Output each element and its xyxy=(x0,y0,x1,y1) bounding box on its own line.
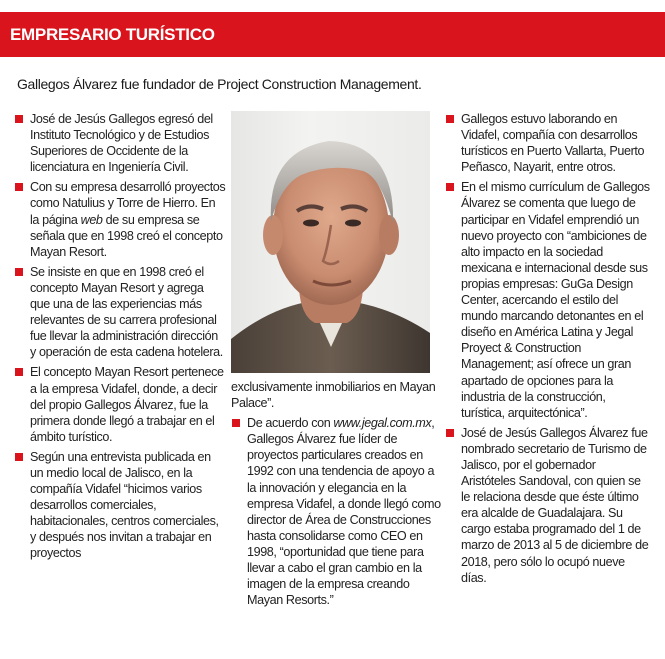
column-2 xyxy=(231,379,444,612)
bullet-square-icon xyxy=(446,183,454,191)
continuation-text: exclusivamente inmobiliarios en Mayan Palace”. xyxy=(231,380,436,411)
bullet-text-before: De acuerdo con xyxy=(247,416,334,431)
bullet-text: Se insiste en que en 1998 creó el concepto Mayan Resort y agrega que una de las experiencias más relevantes de su carrera profesional fue llevar la administración dirección y operación de esta cadena hotelera. xyxy=(30,264,223,360)
bullet-text: José de Jesús Gallegos Álvarez fue nombrado secretario de Turismo de Jalisco, por el gobernador Aristóteles Sandoval, con quien se le relaciona desde que éste último era alcalde de Guadalajara. Su cargo estaba programado del 1 de marzo de 2013 al 5 de diciembre de 2018, pero sólo lo ocupó nueve días. xyxy=(461,425,649,585)
bullet-square-icon xyxy=(15,115,23,123)
bullet-text: José de Jesús Gallegos egresó del Instituto Tecnológico y de Estudios Superiores de Occidente de la licenciatura en Ingeniería Civil. xyxy=(30,112,213,175)
portrait-photo xyxy=(231,111,430,373)
header-title: EMPRESARIO TURÍSTICO xyxy=(10,25,215,44)
bullet-text-italic: web xyxy=(80,212,103,227)
portrait-illustration xyxy=(231,111,430,373)
bullet-text: Según una entrevista publicada en un medio local de Jalisco, en la compañía Vidafel “hicimos varios desarrollos comerciales, habitacionales, centros comerciales, y después nos invitan a trabajar en proyectos xyxy=(30,449,219,561)
bullet-item xyxy=(14,179,226,259)
bullet-square-icon xyxy=(15,183,23,191)
bullet-item xyxy=(14,111,226,175)
bullet-item xyxy=(14,364,226,444)
bullet-square-icon xyxy=(15,368,23,376)
bullet-item xyxy=(445,425,651,586)
bullet-text: Gallegos estuvo laborando en Vidafel, compañía con desarrollos turísticos en Puerto Vallarta, Puerto Peñasco, Nayarit, entre otros. xyxy=(461,112,645,175)
bullet-item xyxy=(14,449,226,562)
bullet-text: En el mismo currículum de Gallegos Álvarez se comenta que luego de participar en Vidafel emprendió un nuevo proyecto con “ambiciones de alto impacto en la sociedad mexicana e internacional desde sus propias empresas: GuGa Design Center, acercando el estilo del mundo marcando detonantes en el diseño en América Latina y Jegal Proyect & Construction Management; así ofrece un gran apartado de opciones para la industria de la construcción, turística, arquitectónica”. xyxy=(461,180,650,420)
bullet-text: El concepto Mayan Resort pertenece a la empresa Vidafel, donde, a decir del propio Gallegos Álvarez, fue la primera donde llegó a trabajar en el ámbito turístico. xyxy=(30,365,224,444)
bullet-square-icon xyxy=(15,453,23,461)
bullet-square-icon xyxy=(15,268,23,276)
bullet-text-after: de su empresa se señala que en 1998 creó el concepto Mayan Resort. xyxy=(30,212,223,259)
subtitle: Gallegos Álvarez fue fundador de Project Construction Management. xyxy=(17,76,422,92)
bullet-text-after: , Gallegos Álvarez fue líder de proyectos particulares creados en 1992 con una tendencia de apoyo a la innovación y elegancia en la empresa Vidafel, a donde llegó como director de Área de Construcciones hasta consolidarse como CEO en 1998, “oportunidad que tiene para llevar a cabo el gran cambio en la imagen de la empresa creando Mayan Resorts.” xyxy=(247,416,441,608)
bullet-item xyxy=(231,415,444,608)
bullet-text-before: Con su empresa desarrolló proyectos como Natulius y Torre de Hierro. En la página xyxy=(30,180,226,227)
bullet-square-icon xyxy=(232,419,240,427)
bullet-square-icon xyxy=(446,115,454,123)
bullet-item xyxy=(445,179,651,420)
column-1 xyxy=(14,111,226,566)
bullet-square-icon xyxy=(446,429,454,437)
website-link-text: www.jegal.com.mx xyxy=(333,416,432,431)
bullet-item xyxy=(445,111,651,175)
bullet-item xyxy=(14,264,226,361)
column-3 xyxy=(445,111,651,590)
